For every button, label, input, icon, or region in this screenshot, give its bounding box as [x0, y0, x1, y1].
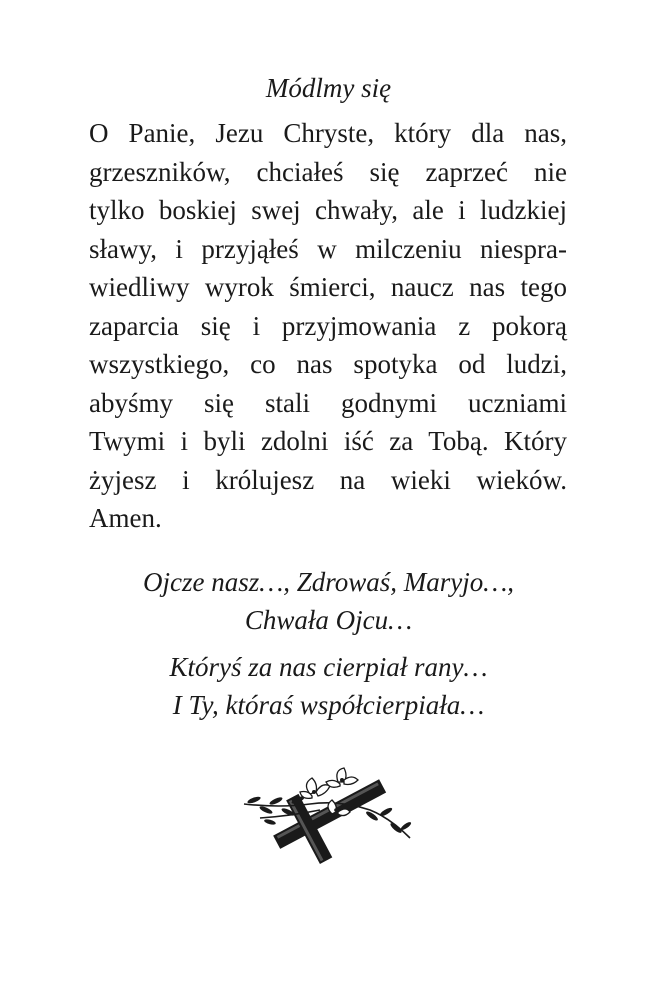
prayer-line: żyjesz i królujesz na wieki wieków.: [89, 464, 567, 495]
prayer-text: [89, 114, 567, 538]
prayer-line: Amen.: [89, 503, 162, 533]
prayer-heading: Módlmy się: [265, 73, 392, 103]
hymn-verses: [0, 648, 657, 724]
prayer-line: zaparcia się i przyjmowania z pokorą: [89, 310, 567, 341]
prayer-line: sławy, i przyjąłeś w milczeniu niespra-: [89, 233, 567, 264]
hymn-line: Któryś za nas cierpiał rany…: [169, 652, 488, 682]
prayer-line: grzeszników, chciałeś się zaprzeć nie: [89, 156, 567, 187]
closing-prayers-line: Ojcze nasz…, Zdrowaś, Maryjo…,: [142, 567, 515, 597]
prayer-line: wszystkiego, co nas spotyka od ludzi,: [89, 349, 567, 379]
closing-prayers-line: Chwała Ojcu…: [244, 605, 413, 635]
prayer-line: O Panie, Jezu Chryste, który dla nas,: [89, 118, 567, 148]
hymn-line: I Ty, któraś współcierpiała…: [172, 690, 485, 720]
prayer-line: wiedliwy wyrok śmierci, naucz nas tego: [89, 272, 567, 302]
prayer-line: tylko boskiej swej chwały, ale i ludzkiej: [89, 195, 567, 225]
cross-with-lilies-icon: [240, 760, 418, 870]
closing-prayers: [0, 563, 657, 639]
prayer-line: Twymi i byli zdolni iść za Tobą. Który: [89, 426, 567, 456]
prayer-line: abyśmy się stali godnymi uczniami: [89, 387, 567, 418]
